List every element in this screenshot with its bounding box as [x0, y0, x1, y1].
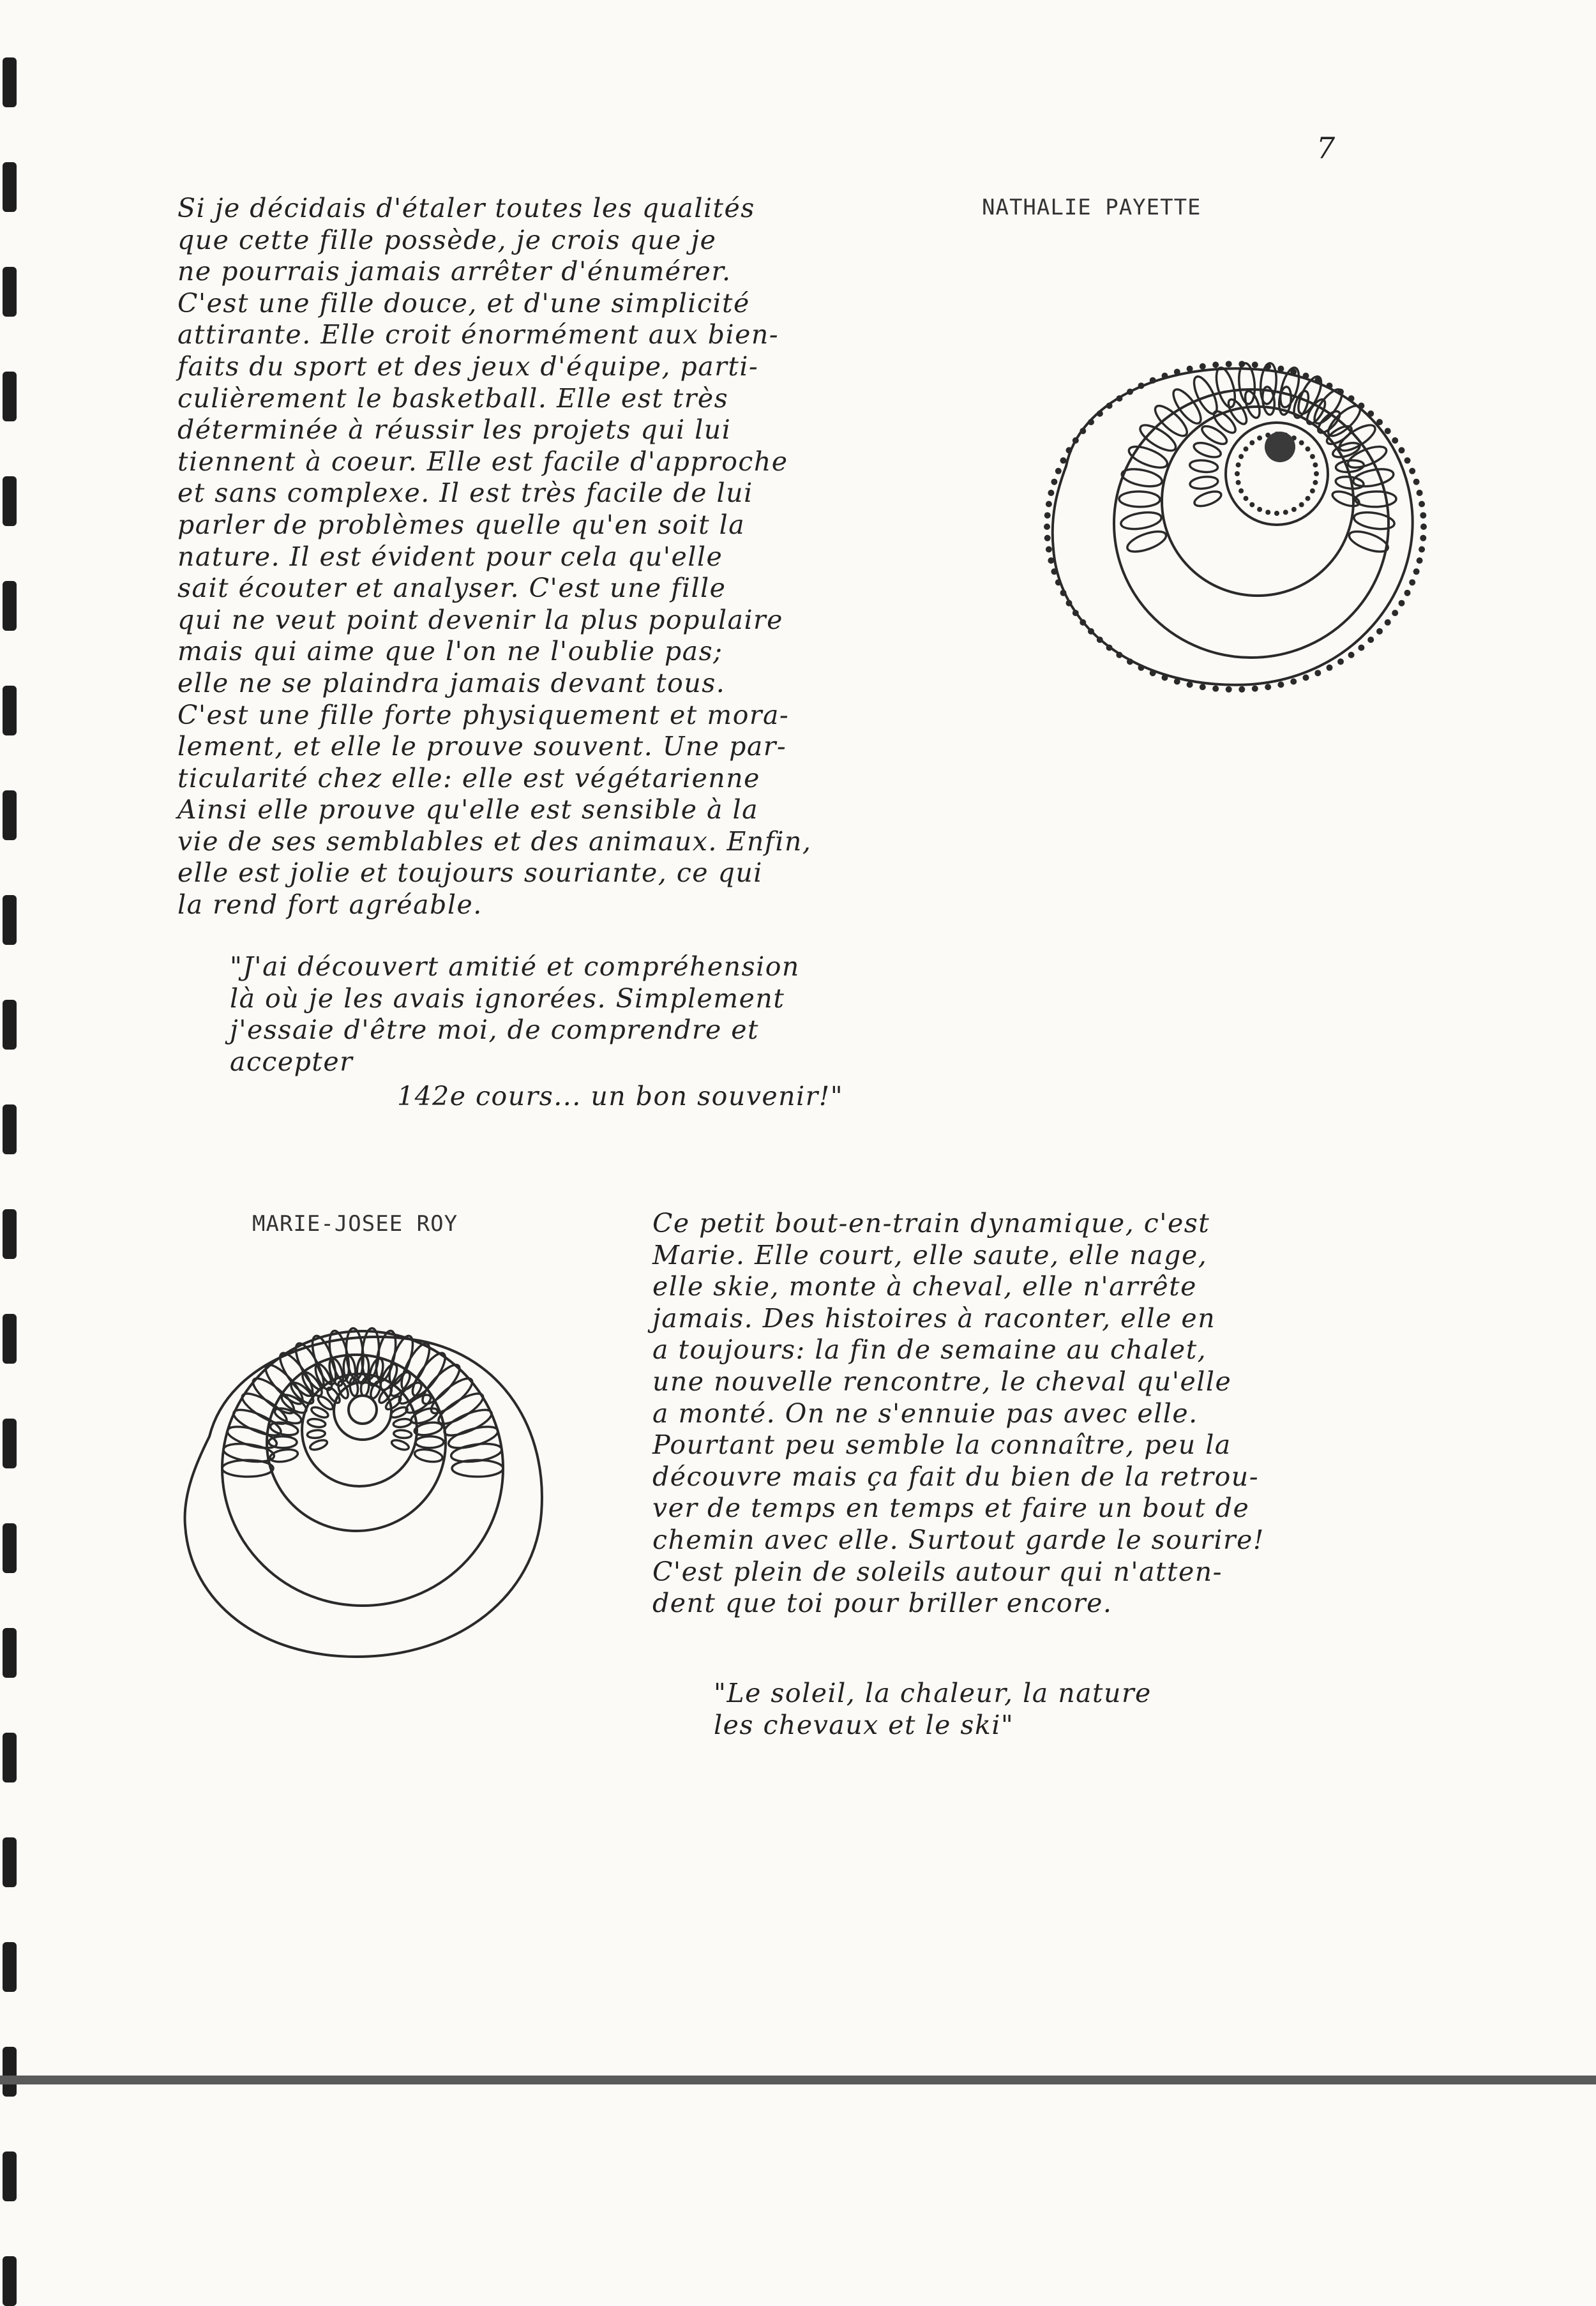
- binding-hole: [3, 1314, 17, 1364]
- dot-shape: [1212, 361, 1219, 368]
- dot-shape: [1088, 419, 1094, 425]
- text-line: a toujours: la fin de semaine au chalet,: [652, 1334, 1207, 1366]
- text-line: la rend fort agréable.: [177, 889, 483, 921]
- dot-shape: [1073, 610, 1079, 616]
- binding-hole: [3, 1837, 17, 1887]
- dot-shape: [1174, 369, 1180, 375]
- dot-shape: [1299, 441, 1304, 446]
- dot-shape: [1310, 454, 1315, 459]
- dot-shape: [1046, 546, 1052, 553]
- dot-shape: [1200, 363, 1206, 370]
- dot-shape: [1419, 546, 1425, 553]
- petal-shape: [1125, 527, 1168, 555]
- dot-shape: [1348, 652, 1355, 658]
- dot-shape: [1106, 645, 1113, 651]
- dot-shape: [1238, 686, 1245, 693]
- petal-shape: [1120, 509, 1163, 531]
- text-line: là où je les avais ignorées. Simplement: [230, 983, 785, 1014]
- text-line: accepter: [230, 1046, 354, 1077]
- text-line: déterminée à réussir les projets qui lui: [177, 414, 732, 446]
- dot-shape: [1348, 395, 1355, 402]
- dot-shape: [1313, 480, 1318, 485]
- profile-name-nathalie: NATHALIE PAYETTE: [982, 195, 1201, 220]
- dot-shape: [1238, 361, 1245, 367]
- petal-shape: [393, 1429, 412, 1439]
- dot-shape: [1187, 681, 1193, 688]
- dot-shape: [1116, 395, 1122, 402]
- dot-shape: [1420, 524, 1427, 530]
- text-line: ver de temps en temps et faire un bout de: [652, 1493, 1250, 1524]
- text-line: ne pourrais jamais arrêter d'énumérer.: [177, 256, 732, 287]
- dot-shape: [1257, 507, 1262, 512]
- dot-shape: [1212, 686, 1219, 692]
- text-line: une nouvelle rencontre, le cheval qu'elle: [652, 1366, 1232, 1397]
- petal-shape: [414, 1447, 443, 1463]
- profile-quote-marie-josee: [714, 1678, 1152, 1741]
- text-line: "Le soleil, la chaleur, la nature: [714, 1678, 1152, 1708]
- dot-shape: [1257, 435, 1262, 441]
- petal-shape: [452, 1460, 503, 1477]
- text-line: que cette fille possède, je crois que je: [177, 224, 717, 255]
- petal-shape: [1355, 491, 1396, 507]
- profile-description-nathalie: [177, 193, 811, 921]
- dot-shape: [1138, 665, 1145, 671]
- petal-shape: [269, 1436, 297, 1448]
- spiral-binding: [0, 0, 26, 2084]
- text-line: vie de ses semblables et des animaux. Enfin,: [177, 825, 812, 857]
- dot-shape: [1127, 389, 1133, 395]
- dot-shape: [1409, 468, 1415, 474]
- dot-shape: [1314, 670, 1321, 676]
- dot-shape: [1055, 579, 1062, 585]
- dot-shape: [1274, 511, 1279, 516]
- dot-shape: [1420, 512, 1426, 518]
- dot-shape: [1106, 403, 1113, 409]
- dot-shape: [1337, 658, 1344, 665]
- text-line: et sans complexe. Il est très facile de lui: [177, 478, 753, 509]
- text-line: mais qui aime que l'on ne l'oublie pas;: [177, 636, 723, 667]
- dot-shape: [1187, 366, 1193, 372]
- petal-shape: [307, 1429, 326, 1439]
- dot-shape: [1244, 446, 1249, 451]
- dot-shape: [1358, 403, 1364, 409]
- page-bottom-edge: [0, 2076, 1596, 2084]
- dot-shape: [1306, 496, 1311, 501]
- dot-shape: [1290, 369, 1297, 375]
- dot-shape: [1066, 600, 1073, 607]
- binding-hole: [3, 790, 17, 840]
- petal-shape: [1126, 442, 1170, 472]
- text-line: Marie. Elle court, elle saute, elle nage,: [652, 1239, 1208, 1270]
- dot-shape: [1252, 686, 1258, 692]
- dot-shape: [1277, 681, 1284, 688]
- dot-shape: [1162, 674, 1168, 681]
- dot-shape: [1327, 665, 1333, 671]
- petal-shape: [446, 1422, 500, 1452]
- dot-shape: [1413, 479, 1420, 485]
- dot-shape: [1051, 479, 1057, 485]
- dot-shape: [1417, 557, 1423, 564]
- text-line: ticularité chez elle: elle est végétarienne: [177, 762, 760, 794]
- dot-shape: [1399, 447, 1405, 453]
- dot-shape: [1419, 501, 1425, 508]
- text-line: sait écouter et analyser. C'est une fille: [177, 573, 726, 604]
- profile-description-marie-josee: [652, 1208, 1265, 1620]
- dot-shape: [1291, 507, 1297, 512]
- dot-shape: [1162, 373, 1168, 379]
- petal-shape: [1119, 491, 1160, 507]
- binding-hole: [3, 267, 17, 317]
- dot-shape: [1420, 535, 1426, 541]
- text-line: elle est jolie et toujours souriante, ce qui: [177, 857, 763, 889]
- text-line: qui ne veut point devenir la plus populaire: [177, 604, 783, 635]
- text-line: parler de problèmes quelle qu'en soit la: [177, 509, 746, 540]
- petal-shape: [1193, 488, 1223, 509]
- text-line: les chevaux et le ski": [714, 1709, 1014, 1740]
- binding-hole: [3, 686, 17, 735]
- dot-shape: [1116, 652, 1122, 658]
- binding-hole: [3, 581, 17, 631]
- binding-hole: [3, 57, 17, 107]
- text-line: faits du sport et des jeux d'équipe, parti-: [177, 350, 759, 382]
- text-line: dent que toi pour briller encore.: [652, 1588, 1113, 1619]
- profile-name-marie-josee: MARIE-JOSEE ROY: [252, 1211, 458, 1237]
- dot-shape: [1314, 471, 1319, 476]
- binding-hole: [3, 1209, 17, 1259]
- text-line: chemin avec elle. Surtout garde le sourire!: [652, 1524, 1265, 1555]
- petal-shape: [1330, 488, 1361, 509]
- petal-shape: [307, 1418, 326, 1428]
- text-line: culièrement le basketball. Elle est très: [177, 382, 729, 414]
- dot-shape: [1236, 462, 1241, 467]
- dot-shape: [1265, 363, 1271, 370]
- dot-shape: [1200, 684, 1206, 690]
- dot-shape: [1238, 454, 1244, 459]
- text-line: Pourtant peu semble la connaître, peu la: [652, 1429, 1231, 1461]
- text-line: C'est une fille forte physiquement et mora-: [177, 699, 790, 730]
- dot-shape: [1097, 637, 1103, 643]
- dot-shape: [1385, 428, 1391, 434]
- petal-shape: [1347, 527, 1390, 555]
- petal-shape: [1335, 475, 1364, 490]
- dot-shape: [1080, 619, 1086, 626]
- text-line: j'essaie d'être moi, de comprendre et: [230, 1014, 760, 1046]
- binding-hole: [3, 1628, 17, 1678]
- profile-quote-nathalie: [230, 951, 800, 1078]
- text-line: Ce petit bout-en-train dynamique, c'est: [652, 1208, 1210, 1239]
- petal-shape: [1189, 459, 1219, 473]
- text-line: jamais. Des histoires à raconter, elle en: [652, 1302, 1216, 1334]
- dot-shape: [1303, 373, 1309, 379]
- text-line: nature. Il est évident pour cela qu'elle: [177, 541, 723, 572]
- binding-hole: [3, 1733, 17, 1782]
- dot-shape: [1367, 637, 1374, 643]
- dot-shape: [1044, 512, 1051, 518]
- dot-shape: [1235, 471, 1240, 476]
- petal-shape: [393, 1418, 412, 1428]
- dot-shape: [1127, 658, 1133, 665]
- text-line: C'est plein de soleils autour qui n'atten-: [652, 1556, 1223, 1587]
- dot-shape: [1327, 382, 1333, 389]
- dot-shape: [1048, 557, 1054, 564]
- dot-shape: [1404, 590, 1411, 596]
- petal-shape: [1345, 442, 1389, 472]
- dot-shape: [1417, 490, 1423, 496]
- dot-shape: [1060, 457, 1067, 463]
- petal-shape: [1169, 386, 1205, 428]
- dot-shape: [1073, 437, 1079, 444]
- text-line: "J'ai découvert amitié et compréhension: [230, 951, 800, 982]
- text-line: attirante. Elle croit énormément aux bien-: [177, 319, 779, 350]
- sun-medallion-drawing-nathalie: [1021, 332, 1430, 715]
- dot-shape: [1174, 679, 1180, 685]
- dot-shape: [1226, 686, 1232, 693]
- text-line: elle skie, monte à cheval, elle n'arrête: [652, 1271, 1197, 1302]
- dot-shape: [1249, 441, 1254, 446]
- dot-shape: [1303, 674, 1309, 681]
- text-line: tiennent à coeur. Elle est facile d'approche: [177, 446, 788, 477]
- page-number: 7: [1316, 131, 1336, 165]
- binding-hole: [3, 1419, 17, 1468]
- text-line: a monté. On ne s'ennuie pas avec elle.: [652, 1398, 1198, 1429]
- dot-shape: [1044, 524, 1050, 530]
- binding-hole: [3, 2152, 17, 2201]
- dot-shape: [1055, 468, 1062, 474]
- dot-shape: [1265, 509, 1270, 515]
- petal-shape: [391, 1438, 410, 1452]
- dot-shape: [1238, 488, 1244, 494]
- dot-shape: [1048, 490, 1054, 496]
- dot-shape: [1265, 684, 1271, 690]
- petal-shape: [309, 1438, 328, 1452]
- dot-shape: [1150, 670, 1156, 676]
- dot-shape: [1290, 679, 1297, 685]
- dot-shape: [1236, 480, 1241, 485]
- binding-hole: [3, 2256, 17, 2306]
- binding-hole: [3, 162, 17, 212]
- dot-shape: [1310, 488, 1315, 494]
- dot-shape: [1367, 411, 1374, 417]
- text-line: lement, et elle le prouve souvent. Une par-: [177, 731, 787, 762]
- dot-shape: [1392, 437, 1398, 444]
- dot-shape: [1376, 628, 1383, 635]
- petal-shape: [1120, 466, 1163, 489]
- dot-shape: [1358, 645, 1364, 651]
- dot-shape: [1060, 590, 1067, 596]
- text-line: Si je décidais d'étaler toutes les qualités: [177, 193, 755, 223]
- dot-shape: [1088, 628, 1094, 635]
- dot-shape: [1138, 382, 1145, 389]
- dot-shape: [1249, 502, 1254, 508]
- binding-hole: [3, 1523, 17, 1573]
- dot-shape: [1376, 419, 1383, 425]
- dot-shape: [1277, 366, 1284, 372]
- dot-shape: [1097, 411, 1103, 417]
- dot-shape: [1299, 502, 1304, 508]
- dot-shape: [1080, 428, 1086, 434]
- dot-shape: [1399, 600, 1405, 607]
- dot-shape: [1404, 457, 1411, 463]
- sun-medallion-drawing-marie-josee: [171, 1309, 554, 1673]
- petal-shape: [222, 1460, 273, 1477]
- dot-shape: [1337, 389, 1344, 395]
- binding-hole: [3, 1942, 17, 1992]
- binding-hole: [3, 372, 17, 421]
- dot-shape: [1066, 447, 1073, 453]
- text-line: Ainsi elle prouve qu'elle est sensible à la: [177, 794, 759, 825]
- dot-shape: [1226, 361, 1232, 367]
- dot-shape: [1150, 377, 1156, 384]
- dot-shape: [1046, 501, 1052, 508]
- dot-shape: [1244, 496, 1249, 501]
- dot-shape: [1392, 610, 1398, 616]
- dot-shape: [1306, 446, 1311, 451]
- dot-shape: [1313, 462, 1318, 467]
- dot-shape: [1051, 568, 1057, 575]
- dot-shape: [1044, 535, 1051, 541]
- binding-hole: [3, 476, 17, 526]
- binding-hole: [3, 2047, 17, 2097]
- binding-hole: [3, 1104, 17, 1154]
- petal-shape: [1189, 475, 1219, 490]
- text-line: découvre mais ça fait du bien de la retrou-: [652, 1461, 1260, 1492]
- dot-shape: [1252, 361, 1258, 368]
- dot-shape: [1314, 377, 1321, 384]
- text-line: elle ne se plaindra jamais devant tous.: [177, 667, 726, 698]
- dot-shape: [1283, 509, 1288, 515]
- binding-hole: [3, 895, 17, 945]
- petal-shape: [416, 1436, 444, 1448]
- binding-hole: [3, 1000, 17, 1050]
- dot-shape: [1409, 579, 1415, 585]
- dot-shape: [1413, 568, 1420, 575]
- dot-shape: [1385, 619, 1391, 626]
- text-line: C'est une fille douce, et d'une simplicité: [177, 287, 750, 319]
- quote-signoff-nathalie: 142e cours... un bon souvenir!": [397, 1081, 844, 1112]
